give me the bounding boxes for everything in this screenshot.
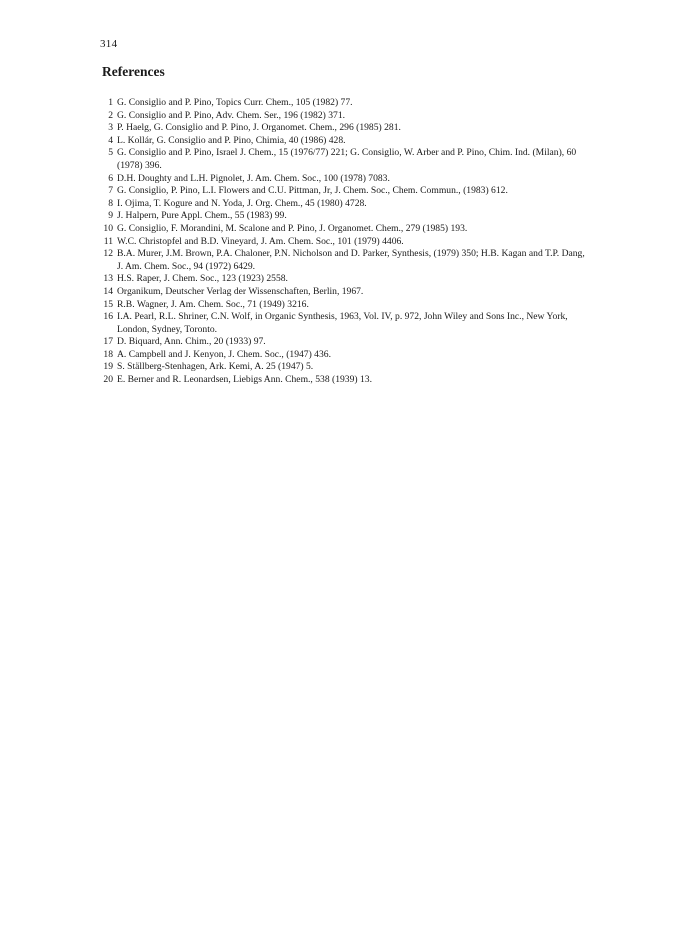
reference-text: D. Biquard, Ann. Chim., 20 (1933) 97. [117, 336, 266, 348]
reference-text: J. Halpern, Pure Appl. Chem., 55 (1983) 99. [117, 210, 287, 222]
reference-item [103, 273, 593, 286]
reference-number: 11 [103, 235, 113, 247]
reference-number: 10 [103, 222, 113, 234]
reference-text: I.A. Pearl, R.L. Shriner, C.N. Wolf, in Organic Synthesis, 1963, Vol. IV, p. 972, John Wiley and Sons Inc., New York, London, Sydney, Toronto. [117, 311, 568, 335]
reference-text: L. Kollár, G. Consiglio and P. Pino, Chimia, 40 (1986) 428. [117, 134, 346, 146]
reference-list [103, 97, 593, 387]
reference-number: 17 [103, 336, 113, 348]
reference-number: 7 [108, 185, 113, 197]
reference-number: 16 [103, 311, 113, 323]
reference-number: 8 [108, 197, 113, 209]
reference-item [103, 173, 593, 186]
reference-text: A. Campbell and J. Kenyon, J. Chem. Soc., (1947) 436. [117, 348, 331, 360]
reference-number: 12 [103, 248, 113, 260]
reference-item [103, 299, 593, 312]
reference-number: 5 [108, 147, 113, 159]
reference-number: 18 [103, 348, 113, 360]
reference-text: H.S. Raper, J. Chem. Soc., 123 (1923) 2558. [117, 273, 288, 285]
reference-item [103, 286, 593, 299]
reference-text: G. Consiglio, F. Morandini, M. Scalone and P. Pino, J. Organomet. Chem., 279 (1985) 193. [117, 222, 468, 234]
reference-text: G. Consiglio, P. Pino, L.I. Flowers and C.U. Pittman, Jr, J. Chem. Soc., Chem. Commun., (1983) 612. [117, 185, 508, 197]
reference-text: B.A. Murer, J.M. Brown, P.A. Chaloner, P.N. Nicholson and D. Parker, Synthesis, (1979) 350; H.B. Kagan and T.P. Dang, J. Am. Chem. Soc., 94 (1972) 6429. [117, 248, 585, 272]
reference-text: D.H. Doughty and L.H. Pignolet, J. Am. Chem. Soc., 100 (1978) 7083. [117, 172, 390, 184]
reference-number: 19 [103, 361, 113, 373]
reference-item [103, 97, 593, 110]
reference-text: R.B. Wagner, J. Am. Chem. Soc., 71 (1949) 3216. [117, 298, 309, 310]
reference-text: I. Ojima, T. Kogure and N. Yoda, J. Org. Chem., 45 (1980) 4728. [117, 197, 367, 209]
reference-text: G. Consiglio and P. Pino, Topics Curr. Chem., 105 (1982) 77. [117, 97, 353, 108]
section-heading: References [102, 64, 165, 79]
reference-item [103, 236, 593, 249]
reference-text: P. Haelg, G. Consiglio and P. Pino, J. Organomet. Chem., 296 (1985) 281. [117, 122, 401, 134]
reference-item [103, 336, 593, 349]
reference-number: 2 [108, 109, 113, 121]
reference-text: S. Ställberg-Stenhagen, Ark. Kemi, A. 25 (1947) 5. [117, 361, 314, 373]
reference-item [103, 374, 593, 387]
page-number: 314 [100, 38, 118, 50]
reference-item [103, 210, 593, 223]
reference-text: G. Consiglio and P. Pino, Israel J. Chem., 15 (1976/77) 221; G. Consiglio, W. Arber and P. Pino, Chim. Ind. (Milan), 60 (1978) 396. [117, 147, 577, 171]
reference-number: 20 [103, 374, 113, 386]
reference-number: 4 [108, 134, 113, 146]
reference-item [103, 349, 593, 362]
reference-item [103, 248, 593, 273]
reference-number: 15 [103, 298, 113, 310]
reference-number: 6 [108, 172, 113, 184]
reference-number: 1 [108, 97, 113, 108]
reference-item [103, 198, 593, 211]
reference-item [103, 311, 593, 336]
reference-item [103, 147, 593, 172]
reference-number: 13 [103, 273, 113, 285]
reference-text: Organikum, Deutscher Verlag der Wissenschaften, Berlin, 1967. [117, 285, 364, 297]
reference-text: W.C. Christopfel and B.D. Vineyard, J. Am. Chem. Soc., 101 (1979) 4406. [117, 235, 404, 247]
reference-item [103, 122, 593, 135]
reference-number: 3 [108, 122, 113, 134]
reference-item [103, 185, 593, 198]
reference-text: G. Consiglio and P. Pino, Adv. Chem. Ser., 196 (1982) 371. [117, 109, 346, 121]
reference-number: 14 [103, 285, 113, 297]
reference-text: E. Berner and R. Leonardsen, Liebigs Ann. Chem., 538 (1939) 13. [117, 374, 372, 386]
reference-item [103, 135, 593, 148]
reference-item [103, 223, 593, 236]
reference-item [103, 110, 593, 123]
reference-item [103, 361, 593, 374]
reference-number: 9 [108, 210, 113, 222]
